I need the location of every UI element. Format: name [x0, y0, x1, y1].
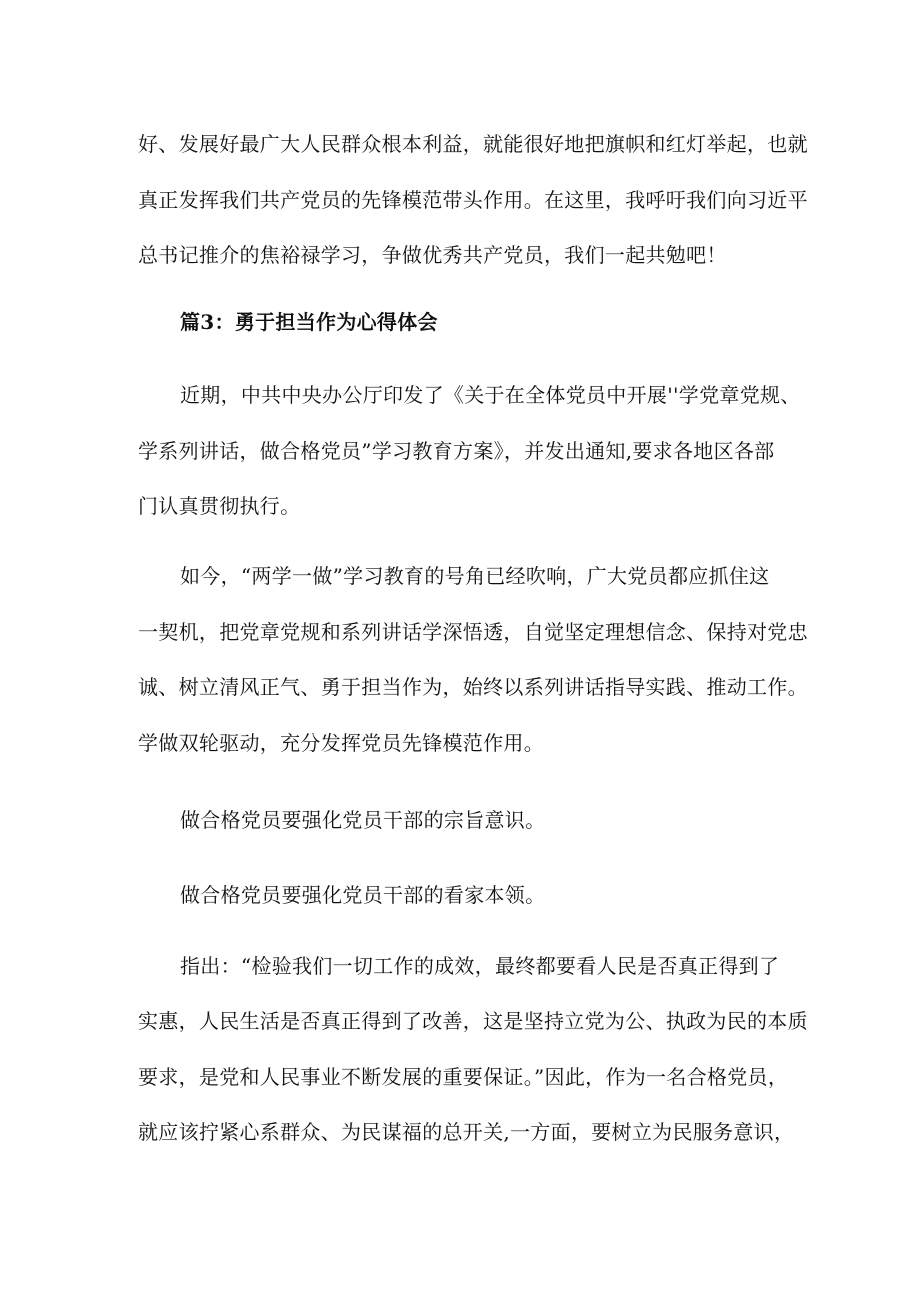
paragraph-line: 学做双轮驱动，充分发挥党员先锋模范作用。 [138, 731, 544, 755]
paragraph-line: 好、发展好最广大人民群众根本利益，就能很好地把旗帜和红灯举起，也就 [138, 132, 808, 156]
paragraph-line: 一契机，把党章党规和系列讲话学深悟透，自觉坚定理想信念、保持对党忠 [138, 620, 808, 644]
paragraph-line: 要求，是党和人民事业不断发展的重要保证。”因此，作为一名合格党员， [138, 1065, 789, 1089]
paragraph-line: 实惠，人民生活是否真正得到了改善，这是坚持立党为公、执政为民的本质 [138, 1009, 808, 1033]
paragraph-line: 诚、树立清风正气、勇于担当作为，始终以系列讲话指导实践、推动工作。 [138, 675, 808, 699]
paragraph-line: 指出：“检验我们一切工作的成效，最终都要看人民是否真正得到了 [180, 954, 780, 978]
paragraph-line: 近期，中共中央办公厅印发了《关于在全体党员中开展''学党章党规、 [180, 383, 801, 407]
paragraph-line: 总书记推介的焦裕禄学习，争做优秀共产党员，我们一起共勉吧！ [138, 243, 727, 267]
paragraph-line: 门认真贯彻执行。 [138, 494, 301, 518]
paragraph-line: 做合格党员要强化党员干部的看家本领。 [180, 883, 546, 907]
section-heading: 篇3：勇于担当作为心得体会 [180, 310, 438, 334]
paragraph-line: 做合格党员要强化党员干部的宗旨意识。 [180, 808, 546, 832]
paragraph-line: 如今，“两学一做”学习教育的号角已经吹响，广大党员都应抓住这 [180, 564, 770, 588]
paragraph-line: 学系列讲话，做合格党员”学习教育方案》，并发出通知,要求各地区各部 [138, 439, 775, 463]
paragraph-line: 就应该拧紧心系群众、为民谋福的总开关,一方面，要树立为民服务意识， [138, 1120, 795, 1144]
paragraph-line: 真正发挥我们共产党员的先锋模范带头作用。在这里，我呼吁我们向习近平 [138, 188, 808, 212]
